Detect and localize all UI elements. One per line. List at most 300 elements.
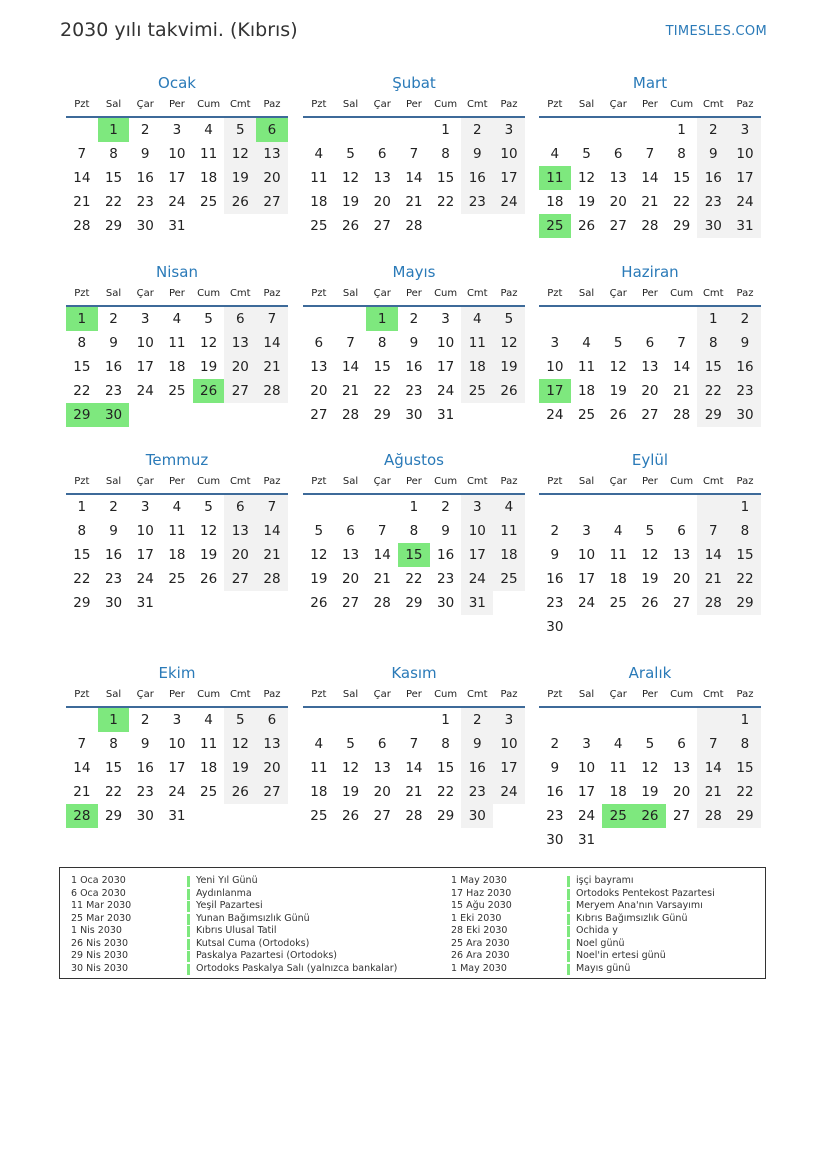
day-cell[interactable]: 2	[461, 708, 493, 732]
day-cell[interactable]: 8	[697, 331, 729, 355]
day-cell[interactable]: 24	[577, 595, 596, 611]
day-cell[interactable]: 23	[136, 194, 154, 210]
day-cell[interactable]: 28	[73, 218, 91, 234]
day-cell[interactable]: 13	[373, 760, 391, 776]
day-cell[interactable]: 11	[200, 146, 218, 162]
day-cell[interactable]: 25	[310, 808, 328, 824]
day-cell[interactable]: 28	[256, 379, 288, 403]
day-cell[interactable]: 17	[168, 760, 186, 776]
day-cell[interactable]: 9	[109, 335, 118, 351]
day-cell[interactable]: 14	[697, 756, 729, 780]
day-cell[interactable]: 22	[729, 567, 761, 591]
day-cell[interactable]: 27	[310, 407, 328, 423]
day-cell[interactable]: 15	[437, 170, 455, 186]
day-cell[interactable]: 24	[437, 383, 455, 399]
day-cell[interactable]: 28	[697, 804, 729, 828]
day-cell[interactable]: 22	[73, 383, 91, 399]
day-cell[interactable]: 17	[493, 166, 525, 190]
day-cell[interactable]: 12	[609, 359, 627, 375]
day-cell[interactable]: 16	[136, 760, 154, 776]
day-cell[interactable]: 10	[168, 736, 186, 752]
day-cell[interactable]: 29	[373, 407, 391, 423]
day-cell[interactable]: 30	[697, 214, 729, 238]
day-cell[interactable]: 29	[697, 403, 729, 427]
day-cell[interactable]: 2	[550, 523, 560, 539]
day-cell[interactable]: 24	[136, 571, 154, 587]
day-cell[interactable]: 24	[168, 784, 186, 800]
day-cell[interactable]: 22	[405, 571, 423, 587]
day-cell[interactable]: 3	[461, 495, 493, 519]
day-cell[interactable]: 21	[256, 355, 288, 379]
day-cell[interactable]: 14	[73, 760, 91, 776]
day-cell[interactable]: 14	[697, 543, 729, 567]
day-cell[interactable]: 7	[697, 732, 729, 756]
day-cell[interactable]: 16	[546, 784, 564, 800]
day-cell[interactable]: 9	[140, 146, 150, 162]
holiday-day-cell[interactable]: 6	[256, 118, 288, 142]
day-cell[interactable]: 8	[77, 523, 87, 539]
day-cell[interactable]: 3	[140, 311, 150, 327]
day-cell[interactable]: 7	[346, 335, 355, 351]
day-cell[interactable]: 13	[310, 359, 328, 375]
day-cell[interactable]: 12	[493, 331, 525, 355]
day-cell[interactable]: 7	[645, 146, 655, 162]
day-cell[interactable]: 6	[256, 708, 288, 732]
day-cell[interactable]: 30	[405, 407, 423, 423]
day-cell[interactable]: 23	[104, 383, 123, 399]
day-cell[interactable]: 29	[729, 804, 761, 828]
day-cell[interactable]: 15	[373, 359, 391, 375]
day-cell[interactable]: 19	[200, 359, 218, 375]
day-cell[interactable]: 15	[729, 756, 761, 780]
day-cell[interactable]: 31	[577, 832, 596, 848]
day-cell[interactable]: 17	[168, 170, 186, 186]
day-cell[interactable]: 9	[461, 732, 493, 756]
day-cell[interactable]: 18	[546, 194, 564, 210]
day-cell[interactable]: 15	[73, 359, 91, 375]
day-cell[interactable]: 4	[582, 335, 591, 351]
day-cell[interactable]: 30	[729, 403, 761, 427]
day-cell[interactable]: 12	[641, 760, 659, 776]
day-cell[interactable]: 16	[729, 355, 761, 379]
day-cell[interactable]: 15	[437, 760, 455, 776]
day-cell[interactable]: 8	[441, 736, 450, 752]
day-cell[interactable]: 3	[493, 708, 525, 732]
day-cell[interactable]: 3	[729, 118, 761, 142]
day-cell[interactable]: 9	[409, 335, 419, 351]
day-cell[interactable]: 14	[405, 170, 423, 186]
day-cell[interactable]: 7	[677, 335, 686, 351]
day-cell[interactable]: 26	[493, 379, 525, 403]
day-cell[interactable]: 5	[645, 736, 655, 752]
day-cell[interactable]: 4	[204, 122, 213, 138]
day-cell[interactable]: 19	[310, 571, 328, 587]
day-cell[interactable]: 4	[314, 736, 324, 752]
day-cell[interactable]: 8	[729, 732, 761, 756]
day-cell[interactable]: 20	[609, 194, 627, 210]
holiday-day-cell[interactable]: 17	[539, 379, 571, 403]
day-cell[interactable]: 13	[256, 732, 288, 756]
day-cell[interactable]: 23	[697, 190, 729, 214]
day-cell[interactable]: 26	[577, 218, 596, 234]
day-cell[interactable]: 21	[73, 194, 91, 210]
day-cell[interactable]: 1	[77, 499, 87, 515]
day-cell[interactable]: 29	[673, 218, 691, 234]
day-cell[interactable]: 7	[77, 146, 87, 162]
day-cell[interactable]: 19	[341, 194, 360, 210]
day-cell[interactable]: 31	[461, 591, 493, 615]
day-cell[interactable]: 20	[373, 194, 391, 210]
day-cell[interactable]: 15	[104, 760, 123, 776]
day-cell[interactable]: 18	[200, 170, 218, 186]
day-cell[interactable]: 12	[200, 523, 218, 539]
day-cell[interactable]: 16	[461, 166, 493, 190]
day-cell[interactable]: 6	[613, 146, 623, 162]
day-cell[interactable]: 19	[641, 571, 659, 587]
day-cell[interactable]: 8	[409, 523, 419, 539]
day-cell[interactable]: 13	[609, 170, 627, 186]
day-cell[interactable]: 16	[405, 359, 423, 375]
day-cell[interactable]: 5	[224, 118, 256, 142]
day-cell[interactable]: 9	[550, 547, 560, 563]
day-cell[interactable]: 5	[613, 335, 623, 351]
day-cell[interactable]: 5	[346, 736, 355, 752]
day-cell[interactable]: 25	[200, 194, 218, 210]
day-cell[interactable]: 26	[224, 780, 256, 804]
day-cell[interactable]: 28	[405, 218, 423, 234]
day-cell[interactable]: 11	[168, 523, 186, 539]
day-cell[interactable]: 12	[341, 760, 360, 776]
day-cell[interactable]: 4	[314, 146, 324, 162]
holiday-day-cell[interactable]: 1	[98, 118, 130, 142]
holiday-day-cell[interactable]: 29	[66, 403, 98, 427]
day-cell[interactable]: 23	[104, 571, 123, 587]
day-cell[interactable]: 27	[256, 780, 288, 804]
day-cell[interactable]: 3	[172, 712, 182, 728]
day-cell[interactable]: 16	[104, 547, 123, 563]
day-cell[interactable]: 31	[136, 595, 154, 611]
day-cell[interactable]: 9	[550, 760, 560, 776]
day-cell[interactable]: 8	[109, 146, 118, 162]
day-cell[interactable]: 6	[677, 736, 686, 752]
day-cell[interactable]: 4	[550, 146, 560, 162]
day-cell[interactable]: 20	[256, 166, 288, 190]
day-cell[interactable]: 15	[729, 543, 761, 567]
day-cell[interactable]: 30	[437, 595, 455, 611]
day-cell[interactable]: 31	[168, 808, 186, 824]
day-cell[interactable]: 25	[493, 567, 525, 591]
day-cell[interactable]: 7	[256, 495, 288, 519]
day-cell[interactable]: 24	[493, 780, 525, 804]
day-cell[interactable]: 26	[341, 218, 360, 234]
day-cell[interactable]: 21	[697, 567, 729, 591]
day-cell[interactable]: 10	[493, 732, 525, 756]
day-cell[interactable]: 7	[77, 736, 87, 752]
day-cell[interactable]: 30	[546, 832, 564, 848]
day-cell[interactable]: 31	[729, 214, 761, 238]
day-cell[interactable]: 19	[200, 547, 218, 563]
day-cell[interactable]: 29	[437, 808, 455, 824]
day-cell[interactable]: 6	[377, 736, 387, 752]
day-cell[interactable]: 27	[341, 595, 360, 611]
day-cell[interactable]: 12	[641, 547, 659, 563]
day-cell[interactable]: 10	[577, 547, 596, 563]
day-cell[interactable]: 24	[168, 194, 186, 210]
day-cell[interactable]: 18	[310, 194, 328, 210]
day-cell[interactable]: 5	[493, 307, 525, 331]
holiday-day-cell[interactable]: 1	[66, 307, 98, 331]
day-cell[interactable]: 19	[641, 784, 659, 800]
day-cell[interactable]: 19	[577, 194, 596, 210]
day-cell[interactable]: 5	[346, 146, 355, 162]
day-cell[interactable]: 10	[437, 335, 455, 351]
day-cell[interactable]: 18	[461, 355, 493, 379]
day-cell[interactable]: 31	[168, 218, 186, 234]
day-cell[interactable]: 27	[373, 808, 391, 824]
day-cell[interactable]: 1	[697, 307, 729, 331]
day-cell[interactable]: 13	[341, 547, 360, 563]
day-cell[interactable]: 1	[677, 122, 686, 138]
day-cell[interactable]: 29	[104, 808, 123, 824]
day-cell[interactable]: 10	[546, 359, 564, 375]
day-cell[interactable]: 9	[697, 142, 729, 166]
day-cell[interactable]: 21	[641, 194, 659, 210]
day-cell[interactable]: 9	[140, 736, 150, 752]
day-cell[interactable]: 18	[168, 547, 186, 563]
day-cell[interactable]: 13	[224, 331, 256, 355]
day-cell[interactable]: 3	[582, 736, 591, 752]
day-cell[interactable]: 27	[373, 218, 391, 234]
day-cell[interactable]: 5	[204, 499, 213, 515]
day-cell[interactable]: 21	[256, 543, 288, 567]
day-cell[interactable]: 25	[461, 379, 493, 403]
day-cell[interactable]: 11	[609, 547, 627, 563]
day-cell[interactable]: 26	[641, 595, 659, 611]
day-cell[interactable]: 12	[577, 170, 596, 186]
day-cell[interactable]: 23	[437, 571, 455, 587]
day-cell[interactable]: 1	[409, 499, 419, 515]
day-cell[interactable]: 6	[314, 335, 324, 351]
day-cell[interactable]: 27	[673, 595, 691, 611]
day-cell[interactable]: 27	[224, 567, 256, 591]
day-cell[interactable]: 2	[109, 311, 118, 327]
day-cell[interactable]: 21	[673, 383, 691, 399]
day-cell[interactable]: 26	[310, 595, 328, 611]
day-cell[interactable]: 3	[582, 523, 591, 539]
day-cell[interactable]: 9	[441, 523, 450, 539]
day-cell[interactable]: 2	[729, 307, 761, 331]
day-cell[interactable]: 21	[73, 784, 91, 800]
day-cell[interactable]: 27	[641, 407, 659, 423]
day-cell[interactable]: 10	[136, 523, 154, 539]
day-cell[interactable]: 22	[104, 194, 123, 210]
day-cell[interactable]: 22	[437, 194, 455, 210]
holiday-day-cell[interactable]: 11	[539, 166, 571, 190]
day-cell[interactable]: 22	[73, 571, 91, 587]
day-cell[interactable]: 27	[224, 379, 256, 403]
day-cell[interactable]: 6	[645, 335, 655, 351]
day-cell[interactable]: 16	[104, 359, 123, 375]
day-cell[interactable]: 17	[437, 359, 455, 375]
day-cell[interactable]: 19	[224, 756, 256, 780]
day-cell[interactable]: 20	[224, 355, 256, 379]
day-cell[interactable]: 15	[104, 170, 123, 186]
day-cell[interactable]: 9	[109, 523, 118, 539]
day-cell[interactable]: 11	[577, 359, 596, 375]
day-cell[interactable]: 18	[493, 543, 525, 567]
day-cell[interactable]: 12	[310, 547, 328, 563]
day-cell[interactable]: 22	[373, 383, 391, 399]
day-cell[interactable]: 30	[136, 218, 154, 234]
day-cell[interactable]: 25	[310, 218, 328, 234]
holiday-day-cell[interactable]: 26	[634, 804, 666, 828]
day-cell[interactable]: 22	[697, 379, 729, 403]
day-cell[interactable]: 20	[373, 784, 391, 800]
day-cell[interactable]: 16	[136, 170, 154, 186]
day-cell[interactable]: 13	[673, 760, 691, 776]
day-cell[interactable]: 8	[77, 335, 87, 351]
day-cell[interactable]: 23	[546, 595, 564, 611]
day-cell[interactable]: 3	[550, 335, 560, 351]
day-cell[interactable]: 29	[104, 218, 123, 234]
day-cell[interactable]: 20	[673, 784, 691, 800]
day-cell[interactable]: 16	[546, 571, 564, 587]
day-cell[interactable]: 1	[441, 122, 450, 138]
day-cell[interactable]: 29	[405, 595, 423, 611]
day-cell[interactable]: 8	[677, 146, 686, 162]
day-cell[interactable]: 17	[729, 166, 761, 190]
day-cell[interactable]: 14	[641, 170, 659, 186]
day-cell[interactable]: 16	[697, 166, 729, 190]
day-cell[interactable]: 17	[577, 571, 596, 587]
day-cell[interactable]: 19	[493, 355, 525, 379]
day-cell[interactable]: 30	[461, 804, 493, 828]
day-cell[interactable]: 4	[172, 499, 182, 515]
day-cell[interactable]: 13	[224, 519, 256, 543]
day-cell[interactable]: 4	[204, 712, 213, 728]
day-cell[interactable]: 13	[641, 359, 659, 375]
day-cell[interactable]: 16	[461, 756, 493, 780]
day-cell[interactable]: 25	[200, 784, 218, 800]
day-cell[interactable]: 28	[341, 407, 360, 423]
day-cell[interactable]: 23	[546, 808, 564, 824]
day-cell[interactable]: 24	[493, 190, 525, 214]
day-cell[interactable]: 21	[405, 194, 423, 210]
day-cell[interactable]: 2	[409, 311, 419, 327]
day-cell[interactable]: 24	[136, 383, 154, 399]
day-cell[interactable]: 9	[461, 142, 493, 166]
day-cell[interactable]: 30	[546, 619, 564, 635]
day-cell[interactable]: 13	[256, 142, 288, 166]
day-cell[interactable]: 22	[729, 780, 761, 804]
day-cell[interactable]: 12	[224, 142, 256, 166]
day-cell[interactable]: 4	[172, 311, 182, 327]
day-cell[interactable]: 24	[577, 808, 596, 824]
day-cell[interactable]: 20	[310, 383, 328, 399]
holiday-day-cell[interactable]: 1	[366, 307, 398, 331]
day-cell[interactable]: 5	[645, 523, 655, 539]
day-cell[interactable]: 25	[168, 383, 186, 399]
day-cell[interactable]: 23	[729, 379, 761, 403]
day-cell[interactable]: 27	[256, 190, 288, 214]
day-cell[interactable]: 22	[673, 194, 691, 210]
day-cell[interactable]: 17	[493, 756, 525, 780]
day-cell[interactable]: 14	[673, 359, 691, 375]
day-cell[interactable]: 8	[109, 736, 118, 752]
day-cell[interactable]: 17	[136, 547, 154, 563]
day-cell[interactable]: 25	[577, 407, 596, 423]
day-cell[interactable]: 10	[136, 335, 154, 351]
holiday-day-cell[interactable]: 15	[398, 543, 430, 567]
day-cell[interactable]: 12	[200, 335, 218, 351]
day-cell[interactable]: 29	[73, 595, 91, 611]
day-cell[interactable]: 2	[140, 122, 150, 138]
day-cell[interactable]: 5	[224, 708, 256, 732]
day-cell[interactable]: 1	[729, 495, 761, 519]
day-cell[interactable]: 18	[577, 383, 596, 399]
day-cell[interactable]: 18	[609, 571, 627, 587]
day-cell[interactable]: 13	[373, 170, 391, 186]
brand-logo[interactable]: TIMESLES.COM	[665, 24, 767, 39]
day-cell[interactable]: 28	[641, 218, 659, 234]
day-cell[interactable]: 18	[168, 359, 186, 375]
day-cell[interactable]: 2	[109, 499, 118, 515]
day-cell[interactable]: 11	[493, 519, 525, 543]
day-cell[interactable]: 18	[609, 784, 627, 800]
day-cell[interactable]: 7	[409, 736, 419, 752]
day-cell[interactable]: 30	[136, 808, 154, 824]
day-cell[interactable]: 4	[461, 307, 493, 331]
day-cell[interactable]: 11	[168, 335, 186, 351]
day-cell[interactable]: 6	[377, 146, 387, 162]
day-cell[interactable]: 2	[550, 736, 560, 752]
day-cell[interactable]: 3	[172, 122, 182, 138]
day-cell[interactable]: 20	[341, 571, 360, 587]
day-cell[interactable]: 8	[729, 519, 761, 543]
day-cell[interactable]: 21	[341, 383, 360, 399]
day-cell[interactable]: 13	[673, 547, 691, 563]
day-cell[interactable]: 2	[441, 499, 450, 515]
day-cell[interactable]: 24	[546, 407, 564, 423]
day-cell[interactable]: 1	[441, 712, 450, 728]
day-cell[interactable]: 23	[461, 780, 493, 804]
day-cell[interactable]: 24	[461, 567, 493, 591]
day-cell[interactable]: 3	[441, 311, 450, 327]
day-cell[interactable]: 11	[310, 170, 328, 186]
day-cell[interactable]: 7	[256, 307, 288, 331]
day-cell[interactable]: 20	[256, 756, 288, 780]
day-cell[interactable]: 21	[405, 784, 423, 800]
day-cell[interactable]: 12	[224, 732, 256, 756]
day-cell[interactable]: 28	[697, 591, 729, 615]
day-cell[interactable]: 6	[677, 523, 686, 539]
day-cell[interactable]: 2	[697, 118, 729, 142]
day-cell[interactable]: 28	[673, 407, 691, 423]
day-cell[interactable]: 27	[609, 218, 627, 234]
day-cell[interactable]: 3	[140, 499, 150, 515]
day-cell[interactable]: 14	[256, 331, 288, 355]
day-cell[interactable]: 4	[613, 523, 623, 539]
holiday-day-cell[interactable]: 25	[539, 214, 571, 238]
day-cell[interactable]: 10	[168, 146, 186, 162]
day-cell[interactable]: 12	[341, 170, 360, 186]
day-cell[interactable]: 25	[168, 571, 186, 587]
day-cell[interactable]: 9	[729, 331, 761, 355]
day-cell[interactable]: 6	[224, 495, 256, 519]
holiday-day-cell[interactable]: 28	[66, 804, 98, 828]
day-cell[interactable]: 15	[697, 355, 729, 379]
day-cell[interactable]: 15	[673, 170, 691, 186]
